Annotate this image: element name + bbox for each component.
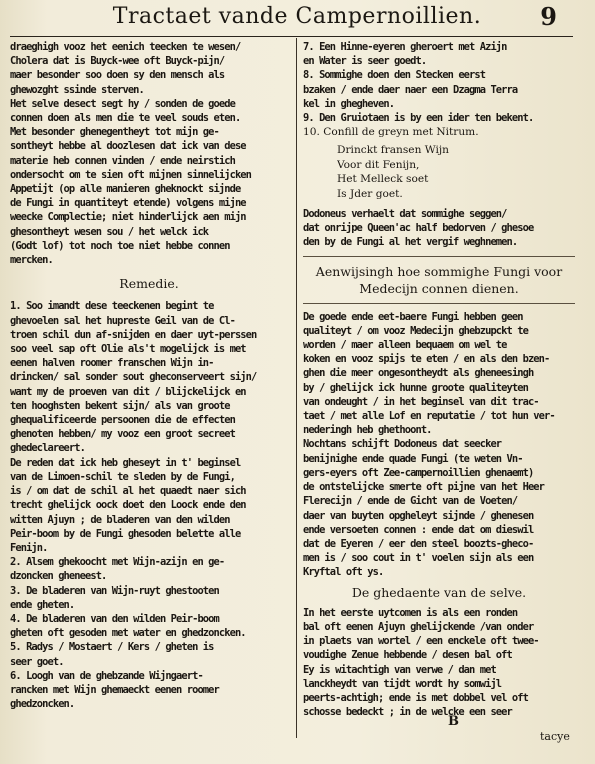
text-line: daer van buyten opgheleyt sijnde / ghenesen [303,509,534,522]
paragraph-eerste [303,606,575,720]
paragraph-dodoneus [303,207,575,250]
text-line: Ey is witachtigh van verwe / dan met [303,663,496,676]
text-line: 3. De bladeren van Wijn-ruyt ghestooten [10,584,219,597]
remedy-item-5 [10,640,288,668]
poem-line: Drinckt fransen Wijn [337,144,449,157]
text-line: den by de Fungi al het vergif weghnemen. [303,236,518,249]
text-line: Kryftal oft ys. [303,566,384,579]
text-line: De reden dat ick heb gheseyt in t' beginsel [10,456,241,469]
text-line: Met besonder ghenegentheyt tot mijn ge- [10,126,219,139]
paragraph-nochtans [303,437,575,579]
text-line: Fenijn. [10,541,48,554]
text-line: ondersocht om te sien oft mijnen sinnelijcken [10,168,252,181]
text-line: connen doen als men die te veel souds eten. [10,112,241,125]
text-line: voudighe Zenue hebbende / desen bal oft [303,649,512,662]
poem [303,143,575,201]
text-line: 9. Den Gruiotaen is by een ider ten bekent. [303,112,534,125]
text-line: gheten oft gesoden met water en ghedzoncken. [10,627,246,640]
text-line: ghedzoncken. [10,698,75,711]
text-line: maer besonder soo doen sy den mensch als [10,69,225,82]
text-line: 7. Een Hinne-eyeren gheroert met Azijn [303,41,507,53]
text-line: taet / met alle Lof en reputatie / tot hun ver- [303,410,555,423]
text-line: draeghigh vooz het eenich teecken te wesen/ [10,41,241,53]
text-line: materie heb connen vinden / ende neirstich [10,154,235,167]
text-line: qualiteyt / om vooz Medecijn ghebzupckt te [303,324,528,337]
text-line: rancken met Wijn ghemaeckt eenen roomer [10,683,219,696]
signature-mark: B [448,714,459,729]
text-line: benijnighe ende quade Fungi (te weten Vn- [303,452,523,465]
text-line: ghen die meer ongesontheydt als gheneesingh [303,367,534,380]
paragraph-remedie-1 [10,299,288,455]
text-line: peerts-achtigh; ende is met dobbel vel oft [303,691,528,704]
text-line: witten Ajuyn ; de bladeren van den wilden [10,513,230,526]
text-line: ghedeclareert. [10,442,85,455]
text-line: Peir-boom by de Fungi ghesoden belette alle [10,527,241,540]
heading-line: Medecijn connen dienen. [359,280,519,296]
poem-line: Het Melleck soet [337,173,429,186]
paragraph-cholera [10,40,288,97]
running-title: Tractaet vande Campernoillien. [112,4,482,29]
text-line: In het eerste uytcomen is als een ronden [303,606,518,619]
text-line: schosse bedeckt ; in de welcke een seer [303,706,512,719]
text-line: sontheyt hebbe al doozlesen dat ick van dese [10,140,246,153]
text-line: 1. Soo imandt dese teeckenen begint te [10,300,214,313]
paragraph-remedie-2 [10,456,288,555]
paragraph-goede [303,310,575,438]
text-line: en Water is seer goedt. [303,55,427,68]
text-line: ghenoten hebben/ my vooz een groot secreet [10,428,235,441]
text-line: bal oft eenen Ajuyn ghelijckende /van onder [303,620,534,633]
remedy-item-6 [10,669,288,712]
remedie-heading: Remedie. [119,276,179,292]
remedy-item-7 [303,40,575,68]
remedy-item-8 [303,68,575,111]
text-line: mercken. [10,254,53,267]
poem-line: Voor dit Fenijn, [337,158,420,171]
right-column [303,40,575,719]
text-line: 10. Confill de greyn met Nitrum. [303,126,479,139]
text-line: weecke Complectie; niet hinderlijck aen mijn [10,211,246,224]
text-line: Flerecijn / ende de Gicht van de Voeten/ [303,495,518,508]
section-divider [303,256,575,257]
remedy-item-9 [303,111,575,125]
text-line: ghevoelen sal het hupreste Geil van de Cl- [10,314,235,327]
text-line: ghequalificeerde persoonen die de effecten [10,414,235,427]
left-column [10,40,288,711]
text-line: in plaets van wortel / een enckele oft twee- [303,635,539,648]
poem-line: Is Jder goet. [337,187,403,200]
page-number: 9 [540,2,557,31]
remedy-item-4 [10,612,288,640]
text-line: 6. Loogh van de ghebzande Wijngaert- [10,669,203,682]
remedy-item-10 [303,125,575,139]
text-line: (Godt lof) tot noch toe niet hebbe connen [10,239,230,252]
text-line: ghewozght ssinde sterven. [10,83,144,96]
paragraph-defect [10,97,288,267]
text-line: De goede ende eet-baere Fungi hebben geen [303,310,523,323]
text-line: de ontstelijcke smerte oft pijne van het Heer [303,481,545,494]
text-line: eenen halven roomer franschen Wijn in- [10,357,214,370]
text-line: de Fungi in quantiteyt etende) volgens mijne [10,197,246,210]
text-line: worden / maer alleen bequaem om wel te [303,339,507,352]
section-divider [303,303,575,304]
text-line: by / ghelijck ick hunne groote qualiteyten [303,381,528,394]
text-line: kel in ghegheven. [303,97,395,110]
text-line: gers-eyers oft Zee-campernoillien ghenaemt) [303,466,534,479]
text-line: Dodoneus verhaelt dat sommighe seggen/ [303,208,507,221]
text-line: van ondeught / in het beginsel van dit trac- [303,395,539,408]
text-line: Appetijt (op alle manieren gheknockt sijnde [10,183,241,196]
text-line: 5. Radys / Mostaert / Kers / gheten is [10,641,214,654]
text-line: 4. De bladeren van den wilden Peir-boom [10,612,219,625]
text-line: men is / soo cout in t' voelen sijn als een [303,552,534,565]
text-line: van de Limoen-schil te sleden by de Fungi, [10,470,235,483]
text-line: bzaken / ende daer naer een Dzagma Terra [303,83,518,96]
text-line: dzoncken gheneest. [10,570,107,583]
text-line: ghesontheyt wesen sou / het welck ick [10,225,209,238]
text-line: ende gheten. [10,598,75,611]
text-line: is / om dat de schil al het quaedt naer sich [10,485,246,498]
text-line: ten hooghsten bekent sijn/ als van groote [10,399,230,412]
ghedaente-heading: De ghedaente van de selve. [351,584,527,600]
text-line: koken en vooz spijs te eten / en als den bzen- [303,353,550,366]
text-line: seer goet. [10,655,64,668]
catchword: tacye [540,730,570,743]
column-divider [296,38,297,738]
text-line: soo veel sap oft Olie als't mogelijck is met [10,343,246,356]
remedy-item-3 [10,584,288,612]
text-line: Het selve desect segt hy / sonden de goede [10,97,235,110]
text-line: want my de proeven van dit / blijckelijck en [10,385,246,398]
header-rule [10,36,573,37]
running-header [0,0,595,40]
text-line: Cholera dat is Buyck-wee oft Buyck-pijn/ [10,55,225,68]
text-line: 2. Alsem ghekoocht met Wijn-azijn en ge- [10,556,225,569]
text-line: nederingh heb ghethoont. [303,424,432,437]
remedy-item-2 [10,555,288,583]
text-line: lanckheydt van tijdt wordt hy somwijl [303,677,502,690]
text-line: 8. Sommighe doen den Stecken eerst [303,69,486,82]
heading-line: Aenwijsingh hoe sommighe Fungi voor [315,263,563,279]
text-line: dat onrijpe Queen'ac half bedorven / ghesoe [303,222,534,235]
text-line: Nochtans schijft Dodoneus dat seecker [303,438,502,451]
aenwijsingh-heading [303,263,575,297]
text-line: drincken/ sal sonder sout gheconserveert sijn/ [10,371,257,384]
text-line: dat de Eyeren / eer den steel boozts-gheco- [303,537,534,550]
text-line: troen schil dun af-snijden en daer uyt-perssen [10,328,257,341]
text-line: trecht ghelijck oock doet den Loock ende den [10,499,246,512]
text-line: ende versoeten connen : ende dat om dieswil [303,523,534,536]
